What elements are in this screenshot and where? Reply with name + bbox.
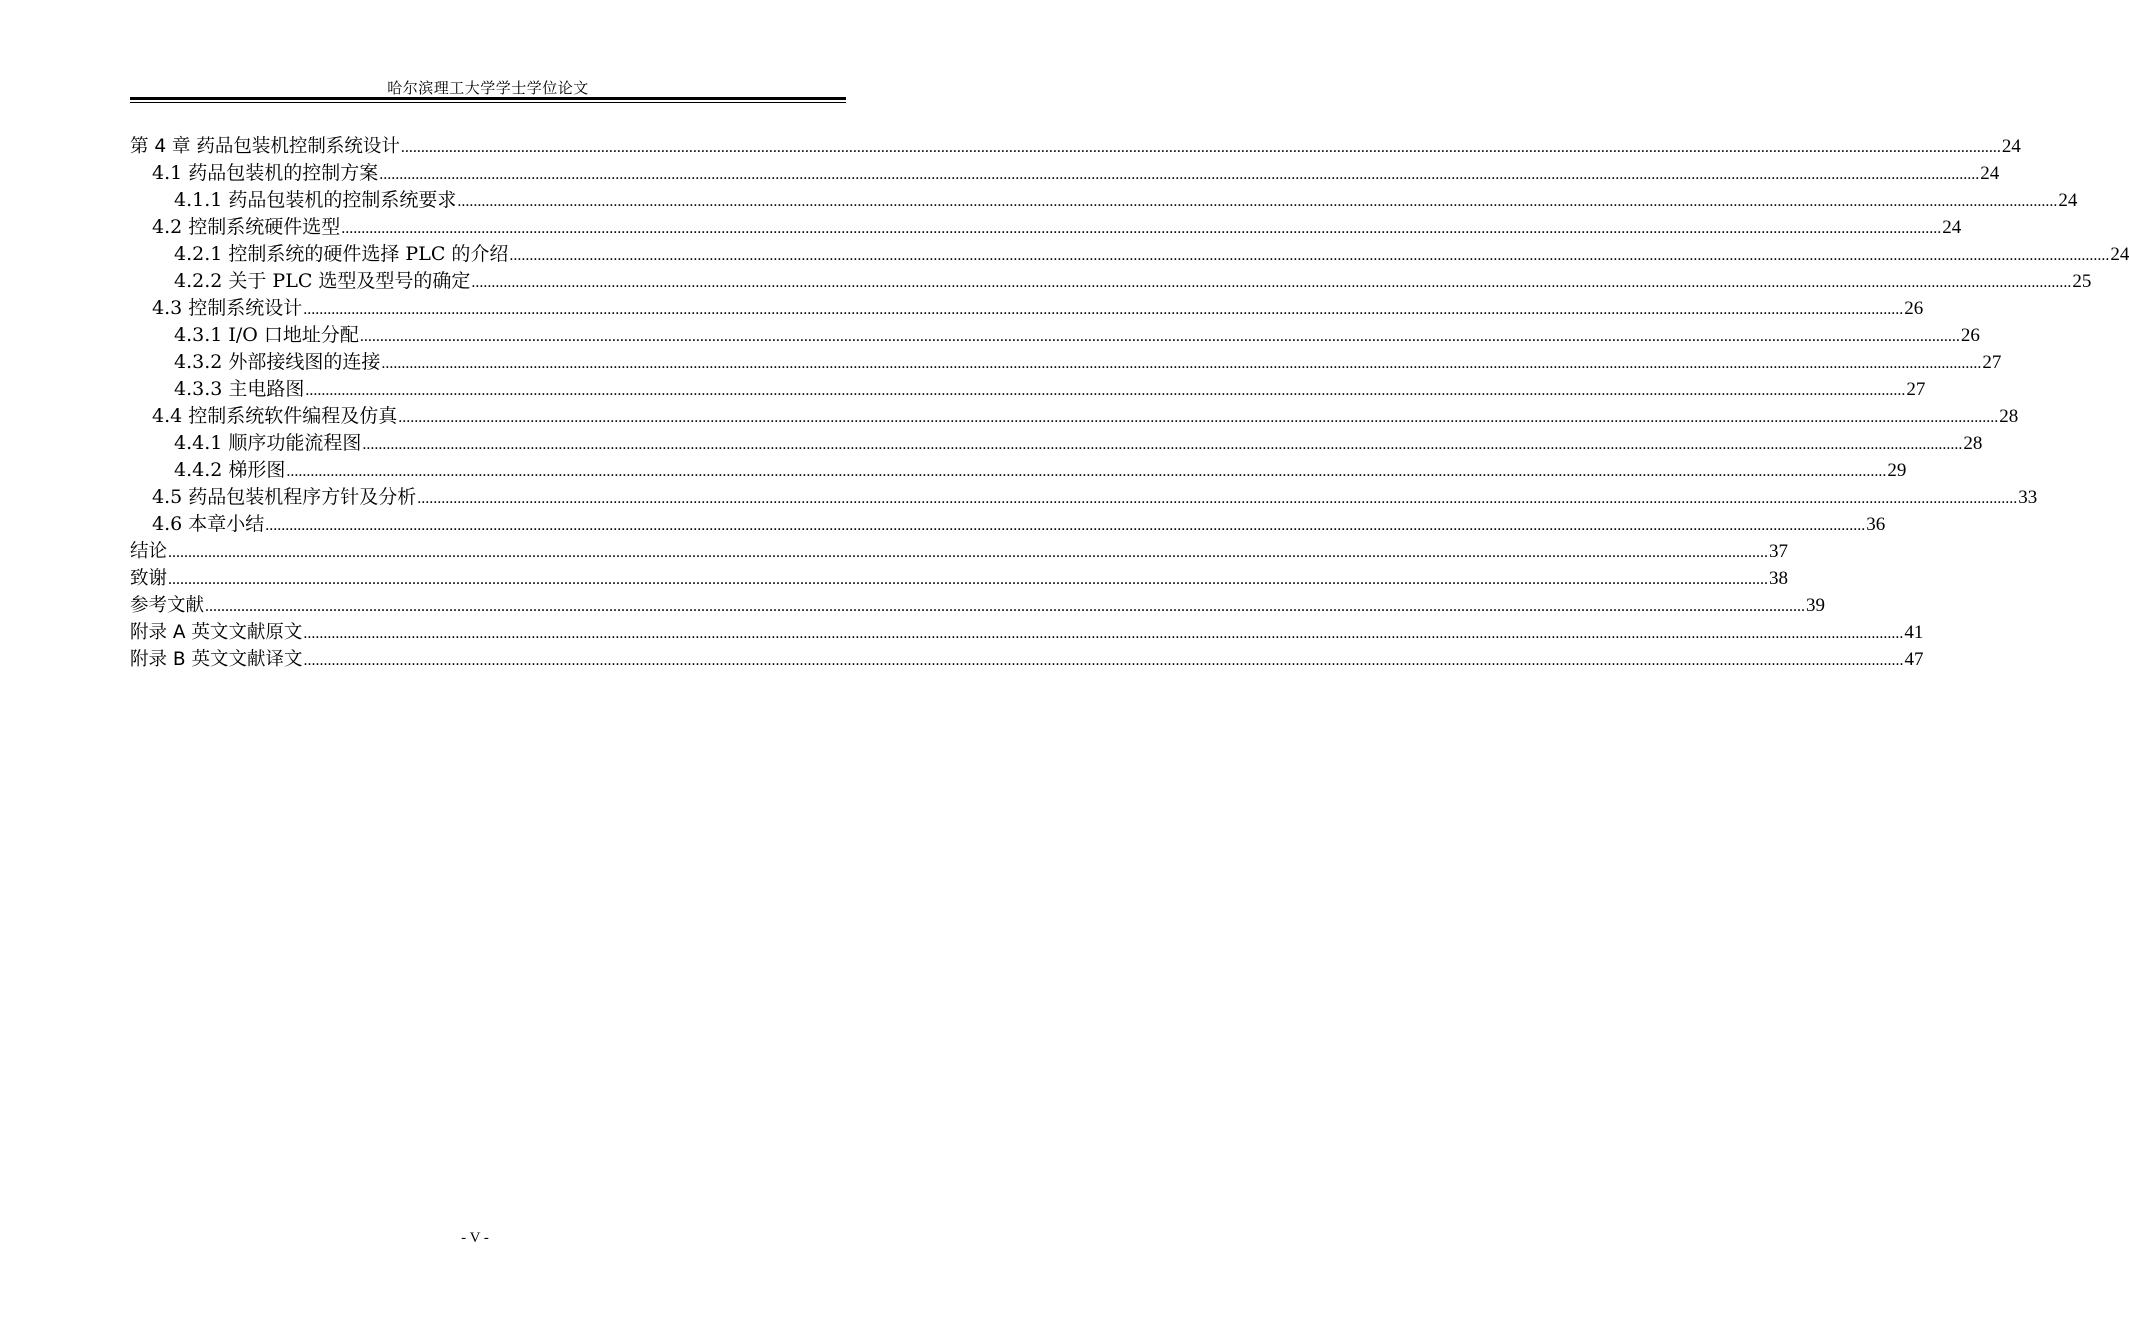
toc-entry-page: 24	[2001, 136, 2021, 157]
toc-entry-label: 4.6 本章小结	[152, 513, 265, 535]
toc-entry-page: 24	[2110, 244, 2129, 265]
toc-leader-dots: ................................................................................................................................................................................................................................................................................................................................................................................................................	[303, 652, 1904, 669]
toc-leader-dots: ................................................................................................................................................................................................................................................................................................................................................................................................................	[168, 571, 1769, 588]
toc-leader-dots: ................................................................................................................................................................................................................................................................................................................................................................................................................	[303, 301, 1904, 318]
toc-entry-page: 27	[1982, 352, 2002, 373]
toc-entry-page: 24	[2058, 190, 2078, 211]
toc-entry-label: 4.4 控制系统软件编程及仿真	[152, 405, 398, 427]
toc-entry[interactable]	[130, 376, 1926, 403]
toc-entry-label: 结论	[130, 541, 168, 562]
toc-entry[interactable]	[130, 268, 2092, 295]
toc-entry-label: 4.4.1 顺序功能流程图	[174, 432, 362, 454]
toc-entry[interactable]	[130, 457, 1907, 484]
toc-entry-label: 4.2.1 控制系统的硬件选择 PLC 的介绍	[174, 243, 509, 265]
toc-entry-label: 4.1.1 药品包装机的控制系统要求	[174, 189, 457, 211]
toc-entry-label: 参考文献	[130, 595, 205, 616]
toc-entry-page: 29	[1887, 460, 1907, 481]
toc-entry[interactable]	[130, 565, 1789, 592]
toc-entry-page: 24	[1980, 163, 2000, 184]
toc-entry-page: 33	[2018, 487, 2038, 508]
toc-entry-page: 26	[1904, 298, 1924, 319]
toc-entry[interactable]	[130, 511, 1886, 538]
toc-leader-dots: ................................................................................................................................................................................................................................................................................................................................................................................................................	[398, 409, 1999, 426]
toc-leader-dots: ................................................................................................................................................................................................................................................................................................................................................................................................................	[417, 490, 2018, 507]
toc-entry[interactable]	[130, 619, 1924, 646]
toc-entry[interactable]	[130, 430, 1983, 457]
toc-entry[interactable]	[130, 160, 2000, 187]
toc-leader-dots: ................................................................................................................................................................................................................................................................................................................................................................................................................	[457, 193, 2058, 210]
toc-entry[interactable]	[130, 538, 1789, 565]
toc-entry[interactable]	[130, 646, 1924, 673]
toc-entry[interactable]	[130, 592, 1826, 619]
toc-leader-dots: ................................................................................................................................................................................................................................................................................................................................................................................................................	[286, 463, 1887, 480]
toc-entry-page: 28	[1963, 433, 1983, 454]
toc-leader-dots: ................................................................................................................................................................................................................................................................................................................................................................................................................	[400, 139, 2001, 156]
toc-entry-label: 致谢	[130, 568, 168, 589]
header-rule-thick	[130, 97, 846, 100]
page-number: - V -	[461, 1230, 489, 1246]
toc-leader-dots: ................................................................................................................................................................................................................................................................................................................................................................................................................	[381, 355, 1982, 372]
toc-entry[interactable]	[130, 484, 2038, 511]
toc-entry-page: 24	[1942, 217, 1962, 238]
toc-entry[interactable]	[130, 187, 2078, 214]
toc-entry-page: 36	[1866, 514, 1886, 535]
toc-entry[interactable]	[130, 214, 1962, 241]
toc-leader-dots: ................................................................................................................................................................................................................................................................................................................................................................................................................	[305, 382, 1906, 399]
toc-entry-page: 38	[1769, 568, 1789, 589]
toc-leader-dots: ................................................................................................................................................................................................................................................................................................................................................................................................................	[359, 328, 1960, 345]
toc-entry-label: 附录 A 英文文献原文	[130, 622, 303, 643]
table-of-contents	[130, 133, 2129, 673]
toc-entry[interactable]	[130, 322, 1980, 349]
toc-leader-dots: ................................................................................................................................................................................................................................................................................................................................................................................................................	[471, 274, 2072, 291]
toc-entry-page: 28	[1999, 406, 2019, 427]
toc-entry[interactable]	[130, 295, 1924, 322]
toc-leader-dots: ................................................................................................................................................................................................................................................................................................................................................................................................................	[265, 517, 1866, 534]
toc-entry-label: 4.3.2 外部接线图的连接	[174, 351, 381, 373]
toc-entry[interactable]	[130, 241, 2129, 268]
toc-leader-dots: ................................................................................................................................................................................................................................................................................................................................................................................................................	[168, 544, 1769, 561]
toc-leader-dots: ................................................................................................................................................................................................................................................................................................................................................................................................................	[509, 247, 2110, 264]
toc-entry-page: 37	[1769, 541, 1789, 562]
toc-leader-dots: ................................................................................................................................................................................................................................................................................................................................................................................................................	[362, 436, 1963, 453]
toc-leader-dots: ................................................................................................................................................................................................................................................................................................................................................................................................................	[341, 220, 1942, 237]
toc-entry-label: 第 4 章 药品包装机控制系统设计	[130, 136, 400, 157]
toc-entry-page: 41	[1904, 622, 1924, 643]
toc-entry[interactable]	[130, 403, 2019, 430]
toc-entry-page: 26	[1960, 325, 1980, 346]
page-header: 哈尔滨理工大学学士学位论文	[387, 79, 589, 97]
toc-entry-label: 4.5 药品包装机程序方针及分析	[152, 486, 417, 508]
toc-entry-page: 47	[1904, 649, 1924, 670]
toc-leader-dots: ................................................................................................................................................................................................................................................................................................................................................................................................................	[379, 166, 1980, 183]
toc-entry-label: 4.1 药品包装机的控制方案	[152, 162, 379, 184]
toc-leader-dots: ................................................................................................................................................................................................................................................................................................................................................................................................................	[205, 598, 1806, 615]
toc-entry-page: 25	[2072, 271, 2092, 292]
toc-entry-page: 27	[1906, 379, 1926, 400]
header-rule	[130, 97, 846, 104]
toc-entry-label: 4.3.3 主电路图	[174, 378, 305, 400]
header-rule-thin	[130, 102, 846, 103]
toc-entry-label: 4.3.1 I/O 口地址分配	[174, 324, 359, 346]
toc-entry-label: 附录 B 英文文献译文	[130, 649, 303, 670]
toc-entry[interactable]	[130, 133, 2021, 160]
toc-entry-label: 4.2 控制系统硬件选型	[152, 216, 341, 238]
toc-entry-label: 4.2.2 关于 PLC 选型及型号的确定	[174, 270, 471, 292]
toc-entry-page: 39	[1806, 595, 1826, 616]
toc-entry-label: 4.4.2 梯形图	[174, 459, 286, 481]
toc-entry-label: 4.3 控制系统设计	[152, 297, 303, 319]
toc-leader-dots: ................................................................................................................................................................................................................................................................................................................................................................................................................	[303, 625, 1904, 642]
toc-entry[interactable]	[130, 349, 2002, 376]
